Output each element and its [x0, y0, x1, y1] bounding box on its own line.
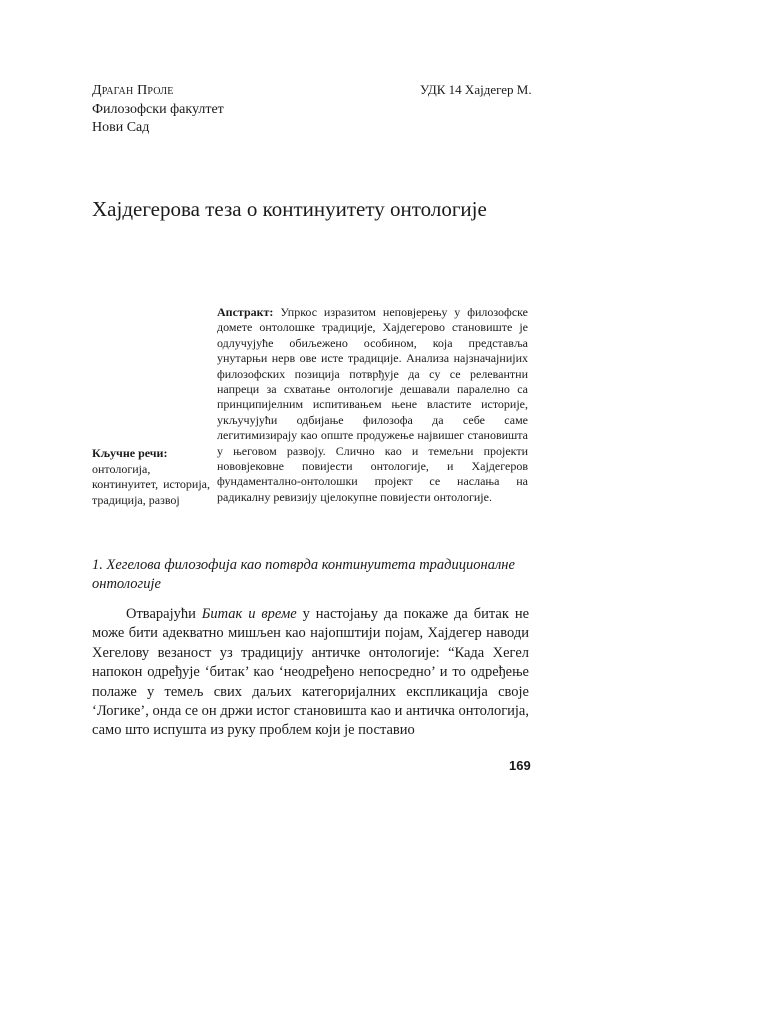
- section-heading: [92, 556, 532, 594]
- keywords-text: онтологија, континуитет, историја, традиција, развој: [92, 461, 210, 507]
- body-paragraph: [92, 605, 529, 741]
- author-block: [92, 82, 224, 138]
- section-number: 1.: [92, 557, 103, 573]
- abstract-label: Апстракт:: [217, 305, 274, 319]
- section-title: Хегелова филозофија као потврда континуитета традиционалне онтологије: [92, 557, 515, 592]
- body-text-rest: у настојању да покаже да битак не може бити адекватно мишљен као најопштији појам, Хајдегер наводи Хегелову везаност уз традицију античке онтологије: “Када Хегел напокон одређује ‘битак’ као ‘неодређено непосредно’ и то одређење полаже у темељ свих даљих категоријалних експликација своје ‘Логике’, онда се он држи истог становишта као и античка онтологија, само што испушта из руку проблем који је поставио: [92, 606, 530, 739]
- author-affiliation: Филозофски факултет: [92, 101, 224, 117]
- udk-code: УДК 14 Хајдегер М.: [420, 82, 532, 97]
- book-title: Битак и време: [201, 606, 297, 622]
- body-text-start: Отварајући: [126, 606, 202, 622]
- keywords-label: Кључне речи:: [92, 446, 168, 460]
- author-name: Драган Проле: [92, 83, 174, 98]
- abstract-text: Упркос изразитом неповјерењу у филозофске домете онтолошке традиције, Хајдегерово становиште је одлучујуће обиљежено особином, која представља унутарњи нерв ове исте традиције. Анализа најзначајнијих филозофских позиција потврђује да су се релевантни напреци за схватање онтологије дешавали паралелно са принципијелним испитивањем њене властите историје, укључујући одбијање филозофа да себе саме легитимизирају као опште продужење највишег становишта у његовом развоју. Слично као и темељни пројекти нововјековне повијести онтологије, и Хајдегеров фундаментално-онтолошки пројект се наслања на радикалну ревизију цјелокупне повијести онтологије.: [217, 305, 529, 504]
- paper-title: Хајдегерова теза о континуитету онтологије: [92, 197, 487, 221]
- page-number: 169: [509, 758, 531, 773]
- abstract: [217, 305, 528, 505]
- keywords: [92, 446, 210, 508]
- author-city: Нови Сад: [92, 120, 150, 135]
